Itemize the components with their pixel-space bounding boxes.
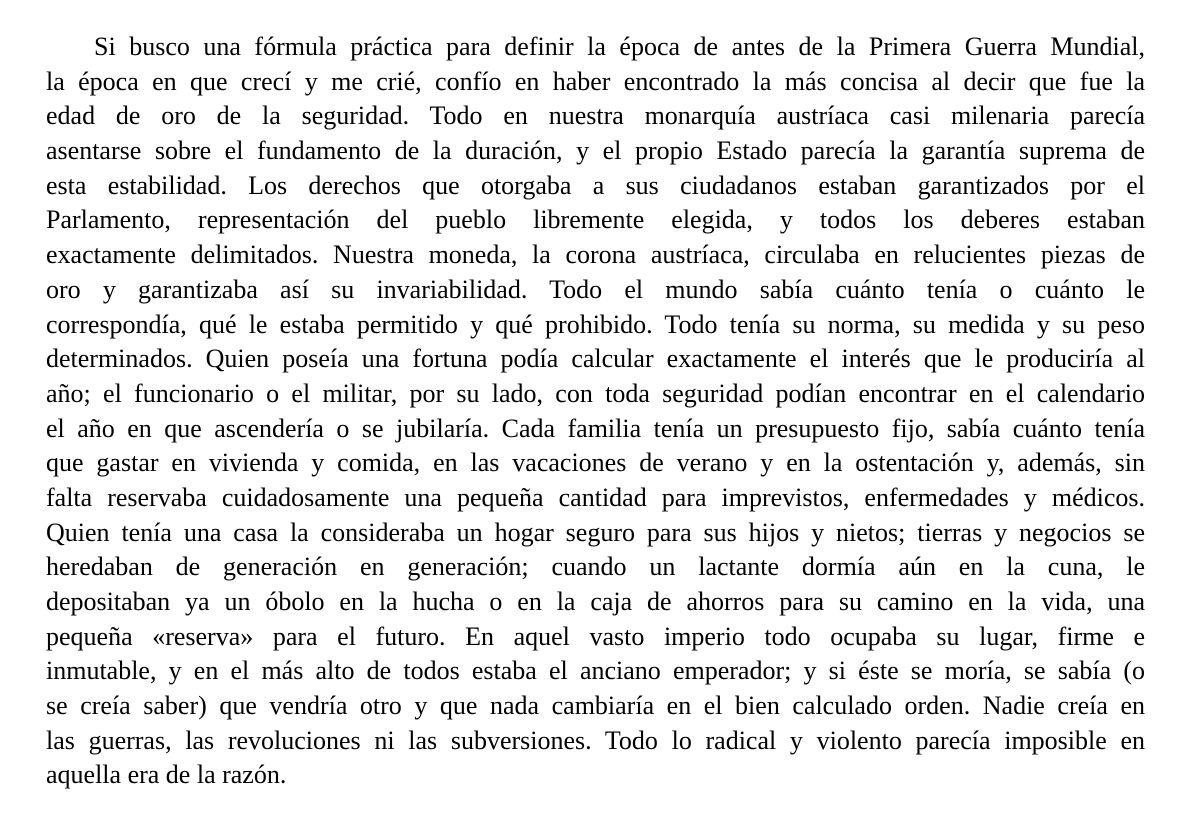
text-line: que gastar en vivienda y comida, en las vacaciones de verano y en la ostentación y, además, sin <box>46 448 1145 478</box>
text-line: aquella era de la razón. <box>46 760 287 790</box>
text-line: Quien tenía una casa la consideraba un hogar seguro para sus hijos y nietos; tierras y negocios se <box>46 517 1145 547</box>
text-line: el año en que ascendería o se jubilaría. Cada familia tenía un presupuesto fijo, sabía cuánto tenía <box>46 413 1145 443</box>
text-line: depositaban ya un óbolo en la hucha o en la caja de ahorros para su camino en la vida, una <box>46 587 1145 616</box>
text-line: oro y garantizaba así su invariabilidad. Todo el mundo sabía cuánto tenía o cuánto le <box>46 274 1145 304</box>
text-line: asentarse sobre el fundamento de la duración, y el propio Estado parecía la garantía suprema de <box>46 136 1145 166</box>
text-line: exactamente delimitados. Nuestra moneda, la corona austríaca, circulaba en relucientes piezas de <box>46 240 1145 270</box>
text-line: determinados. Quien poseía una fortuna podía calcular exactamente el interés que le produciría al <box>46 344 1145 374</box>
text-line: Si busco una fórmula práctica para definir la época de antes de la Primera Guerra Mundial, <box>94 32 1145 61</box>
text-line: edad de oro de la seguridad. Todo en nuestra monarquía austríaca casi milenaria parecía <box>46 101 1145 131</box>
text-line: correspondía, qué le estaba permitido y qué prohibido. Todo tenía su norma, su medida y su peso <box>46 309 1145 339</box>
text-line: las guerras, las revoluciones ni las subversiones. Todo lo radical y violento parecía imposible en <box>46 725 1145 755</box>
paragraph <box>46 30 1145 793</box>
text-line: año; el funcionario o el militar, por su lado, con toda seguridad podían encontrar en el calendario <box>46 378 1145 408</box>
text-line: la época en que crecí y me crié, confío en haber encontrado la más concisa al decir que fue la <box>46 66 1145 96</box>
text-line: falta reservaba cuidadosamente una pequeña cantidad para imprevistos, enfermedades y médicos. <box>46 482 1145 512</box>
text-line: pequeña «reserva» para el futuro. En aquel vasto imperio todo ocupaba su lugar, firme e <box>46 621 1145 651</box>
text-line: se creía saber) que vendría otro y que nada cambiaría en el bien calculado orden. Nadie creía en <box>46 691 1145 721</box>
text-line: Parlamento, representación del pueblo libremente elegida, y todos los deberes estaban <box>46 205 1145 235</box>
text-line: inmutable, y en el más alto de todos estaba el anciano emperador; y si éste se moría, se sabía (o <box>46 656 1145 686</box>
text-line: esta estabilidad. Los derechos que otorgaba a sus ciudadanos estaban garantizados por el <box>46 170 1145 200</box>
text-line: heredaban de generación en generación; cuando un lactante dormía aún en la cuna, le <box>46 552 1145 582</box>
